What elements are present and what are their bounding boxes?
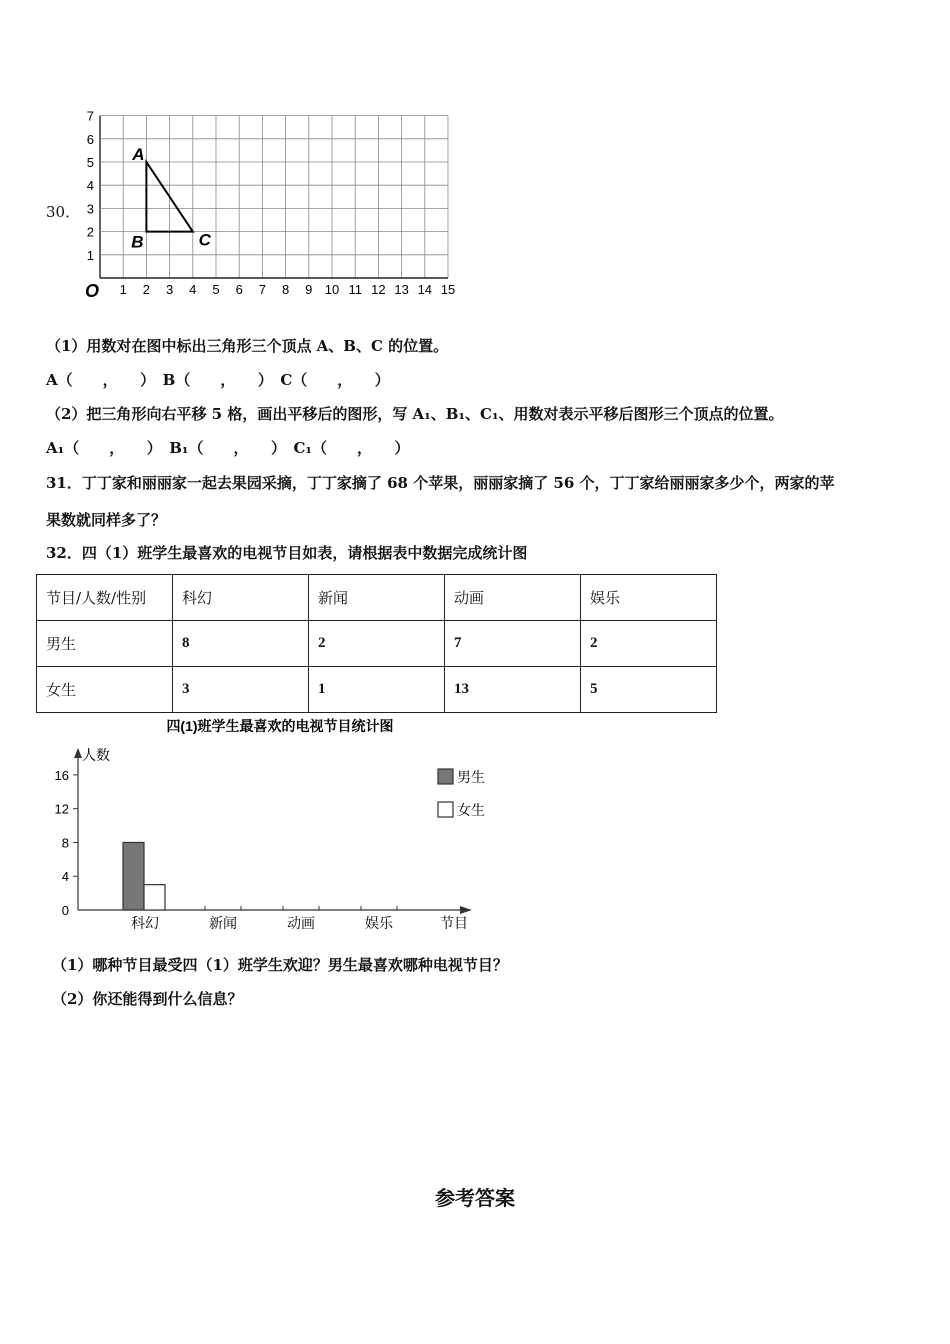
x-tick-label: 15 <box>440 282 456 297</box>
x-category-label: 科幻 <box>131 915 159 931</box>
y-tick-label: 8 <box>61 835 69 851</box>
table-row-label: 女生 <box>37 667 173 713</box>
legend-swatch <box>438 769 453 784</box>
x-tick-label: 3 <box>165 282 174 297</box>
table-header-cell: 新闻 <box>309 575 445 621</box>
table-header-cell: 科幻 <box>173 575 309 621</box>
table-cell: 7 <box>445 621 581 667</box>
q32-question2: （2）你还能得到什么信息？ <box>52 990 243 1008</box>
q32-intro: 32．四（1）班学生最喜欢的电视节目如表，请根据表中数据完成统计图 <box>46 544 528 562</box>
tv-program-table <box>36 574 717 713</box>
x-category-label: 新闻 <box>209 915 237 931</box>
x-tick-label: 7 <box>258 282 267 297</box>
legend-label: 女生 <box>457 802 485 818</box>
q30-number: 30． <box>46 203 81 221</box>
table-header-cell: 动画 <box>445 575 581 621</box>
y-tick-label: 4 <box>61 869 69 885</box>
y-tick-label: 6 <box>86 131 94 147</box>
q31-line2: 果数就同样多了？ <box>46 511 167 529</box>
y-tick-label: 0 <box>61 903 69 918</box>
x-tick-label: 1 <box>119 282 127 297</box>
x-tick-label: 9 <box>305 282 313 297</box>
coordinate-grid <box>78 105 468 305</box>
x-tick-label: 6 <box>235 282 243 297</box>
table-cell: 2 <box>581 621 717 667</box>
table-cell: 13 <box>445 667 581 713</box>
q30-answer1: A（ ， ） B（ ， ） C（ ， ） <box>46 371 390 389</box>
bar-girls <box>144 885 165 910</box>
x-tick-label: 4 <box>189 282 197 297</box>
x-tick-label: 10 <box>324 282 340 297</box>
y-axis-label: 人数 <box>82 747 110 763</box>
table-row <box>37 667 717 713</box>
x-tick-label: 2 <box>142 282 151 297</box>
x-tick-label: 8 <box>281 282 290 297</box>
legend-label: 男生 <box>457 769 485 785</box>
q30-part1: （1）用数对在图中标出三角形三个顶点 A、B、C 的位置。 <box>46 337 449 355</box>
q32-question1: （1）哪种节目最受四（1）班学生欢迎？男生最喜欢哪种电视节目？ <box>52 956 508 974</box>
x-axis-arrow <box>460 906 472 914</box>
x-tick-label: 14 <box>417 282 433 297</box>
x-axis-label: 节目 <box>440 915 468 931</box>
table-row-label: 男生 <box>37 621 173 667</box>
table-cell: 8 <box>173 621 309 667</box>
y-axis-arrow <box>74 748 82 758</box>
q31-line1: 31．丁丁家和丽丽家一起去果园采摘，丁丁家摘了 68 个苹果，丽丽家摘了 56 个，丁丁家给丽丽家多少个，两家的苹 <box>46 474 835 492</box>
y-tick-label: 1 <box>86 247 94 263</box>
table-cell: 3 <box>173 667 309 713</box>
y-tick-label: 12 <box>54 801 69 817</box>
y-tick-label: 2 <box>86 224 94 240</box>
vertex-label-a: A <box>132 145 145 164</box>
y-tick-label: 7 <box>86 108 94 124</box>
y-tick-label: 4 <box>86 178 94 194</box>
y-tick-label: 3 <box>86 201 94 217</box>
q30-part2: （2）把三角形向右平移 5 格，画出平移后的图形，写 A₁、B₁、C₁、用数对表示平移后图形三个顶点的位置。 <box>46 405 784 423</box>
legend-swatch <box>438 802 453 817</box>
x-category-label: 动画 <box>287 915 315 931</box>
table-header-row <box>37 575 717 621</box>
table-cell: 1 <box>309 667 445 713</box>
x-tick-label: 11 <box>348 282 362 297</box>
x-tick-label: 13 <box>394 282 409 297</box>
answers-title: 参考答案 <box>435 1186 515 1210</box>
chart-title: 四(1)班学生最喜欢的电视节目统计图 <box>166 718 394 734</box>
vertex-label-b: B <box>131 232 144 252</box>
vertex-label-c: C <box>198 230 211 250</box>
q30-answer2: A₁（ ， ） B₁（ ， ） C₁（ ， ） <box>46 439 410 457</box>
y-tick-label: 16 <box>54 767 69 783</box>
bar-chart <box>40 714 510 940</box>
table-cell: 2 <box>309 621 445 667</box>
table-row <box>37 621 717 667</box>
table-cell: 5 <box>581 667 717 713</box>
bar-boys <box>123 842 144 910</box>
x-category-label: 娱乐 <box>365 915 393 931</box>
x-tick-label: 12 <box>371 282 386 297</box>
y-tick-label: 5 <box>86 155 94 170</box>
x-tick-label: 5 <box>212 282 220 297</box>
table-header-cell: 娱乐 <box>581 575 717 621</box>
origin-label: O <box>84 281 100 301</box>
table-header-cell: 节目/人数/性别 <box>37 575 173 621</box>
